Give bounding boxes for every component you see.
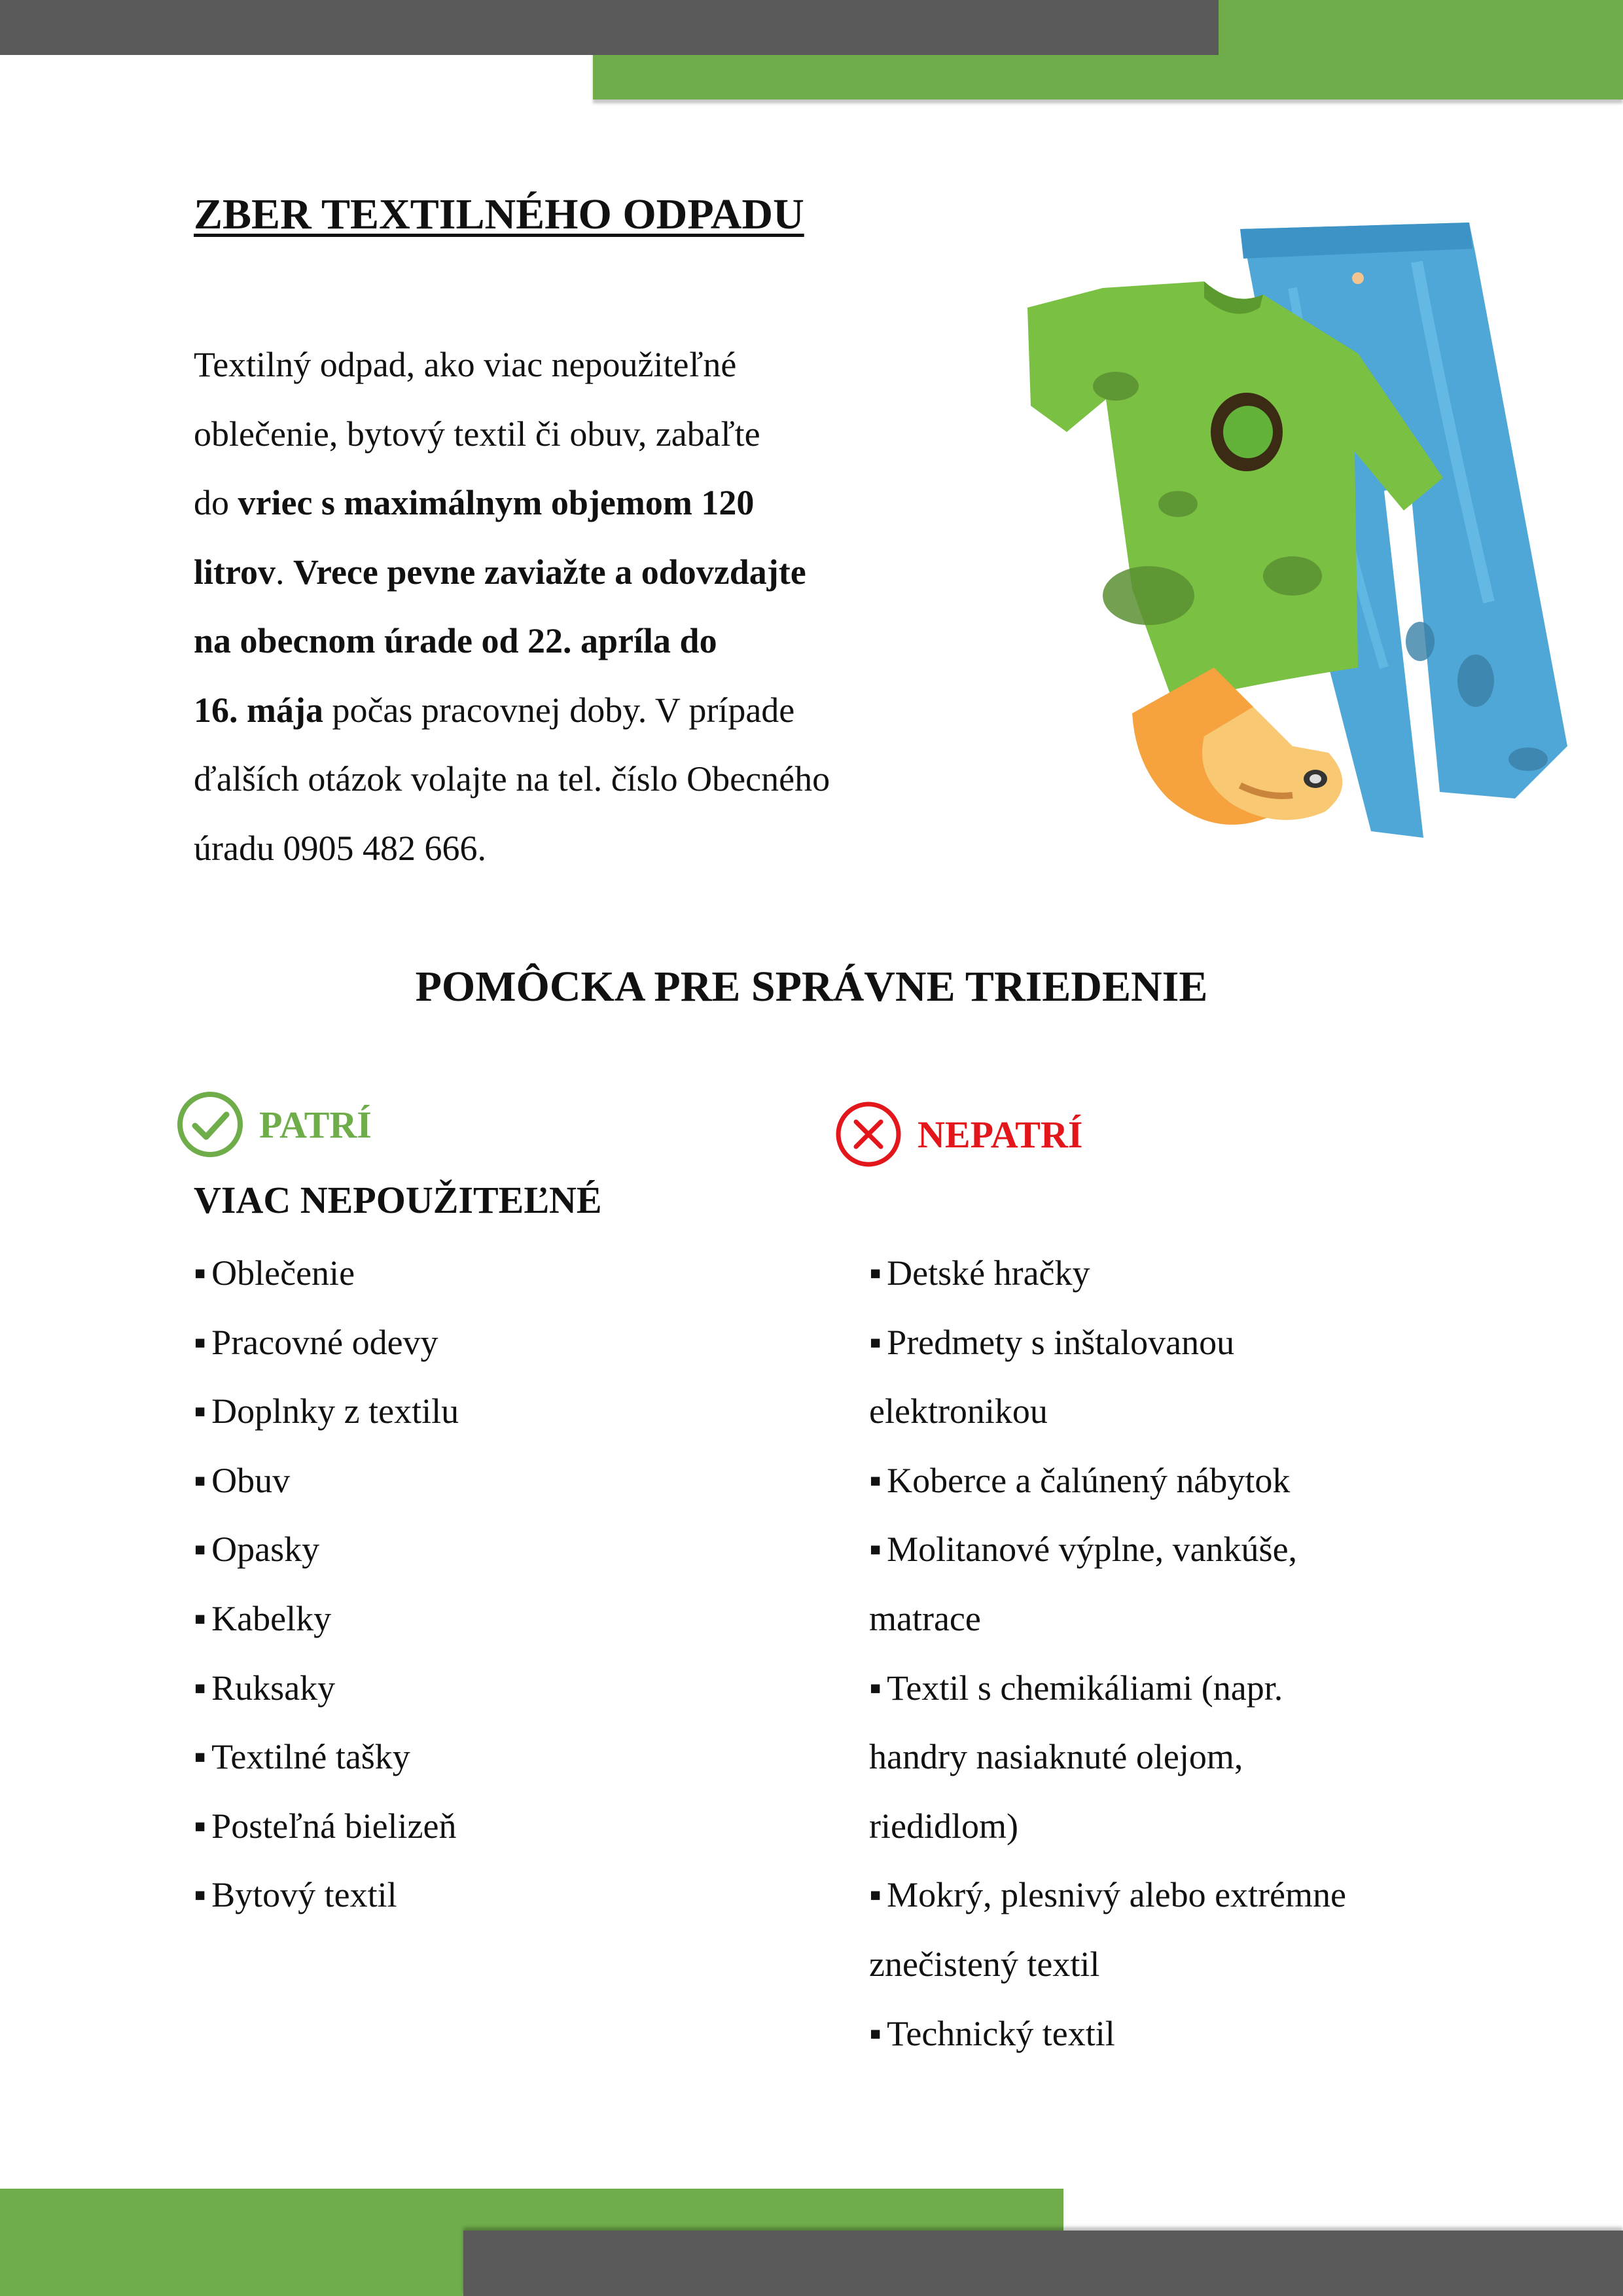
list-item: ▪ Oblečenie [194,1239,459,1308]
list-item: ▪ Textilné tašky [194,1723,459,1792]
check-circle-icon [175,1090,245,1159]
page-title: ZBER TEXTILNÉHO ODPADU [194,190,804,238]
intro-bold: na obecnom úrade od 22. apríla do [194,621,717,660]
list-item: ▪ Detské hračky [869,1239,1458,1308]
sorting-title: POMÔCKA PRE SPRÁVNE TRIEDENIE [415,963,1208,1011]
intro-line: do vriec s maximálnym objemom 120 [194,483,755,522]
intro-bold: vriec s maximálnym objemom 120 [238,483,755,522]
not-belongs-header [834,1100,1082,1169]
not-belongs-label: NEPATRÍ [918,1113,1083,1156]
list-item: ▪ Opasky [194,1515,459,1585]
top-gray-bar [0,0,1219,55]
list-item: ▪ Textil s chemikáliami (napr. handry nasiaknuté olejom, riedidlom) [869,1654,1458,1861]
list-item: ▪ Bytový textil [194,1861,459,1930]
belongs-header [175,1090,372,1159]
list-item: ▪ Pracovné odevy [194,1308,459,1378]
list-item: ▪ Koberce a čalúnený nábytok [869,1446,1458,1516]
intro-bold: litrov [194,552,276,592]
belongs-list [194,1239,459,1930]
belongs-label: PATRÍ [259,1103,372,1146]
bottom-gray-bar [463,2231,1623,2296]
intro-line: 16. mája počas pracovnej doby. V prípade [194,690,795,730]
intro-line [194,607,914,676]
intro-bold: Vrece pevne zaviažte a odovzdajte [293,552,806,592]
cross-circle-icon [834,1100,903,1169]
intro-paragraph [194,331,914,883]
clothes-illustration [1018,209,1607,857]
intro-line: úradu 0905 482 666. [194,828,486,868]
list-item: ▪ Doplnky z textilu [194,1377,459,1446]
list-item: ▪ Obuv [194,1446,459,1516]
list-item: ▪ Predmety s inštalovanou elektronikou [869,1308,1458,1446]
intro-line: Textilný odpad, ako viac nepoužiteľné [194,345,737,384]
list-item: ▪ Kabelky [194,1585,459,1654]
list-item: ▪ Ruksaky [194,1654,459,1723]
intro-bold: 16. mája [194,690,323,730]
intro-line: ďalších otázok volajte na tel. číslo Obecného [194,759,830,798]
intro-line: oblečenie, bytový textil či obuv, zabaľte [194,414,760,454]
list-item: ▪ Molitanové výplne, vankúše, matrace [869,1515,1458,1653]
list-item: ▪ Technický textil [869,2000,1458,2069]
intro-line: litrov. Vrece pevne zaviažte a odovzdajte [194,552,806,592]
list-item: ▪ Mokrý, plesnivý alebo extrémne znečistený textil [869,1861,1458,1999]
belongs-sublabel: VIAC NEPOUŽITEĽNÉ [194,1179,602,1221]
socks-icon [1132,668,1342,825]
not-belongs-list [869,1239,1458,2068]
list-item: ▪ Posteľná bielizeň [194,1792,459,1861]
